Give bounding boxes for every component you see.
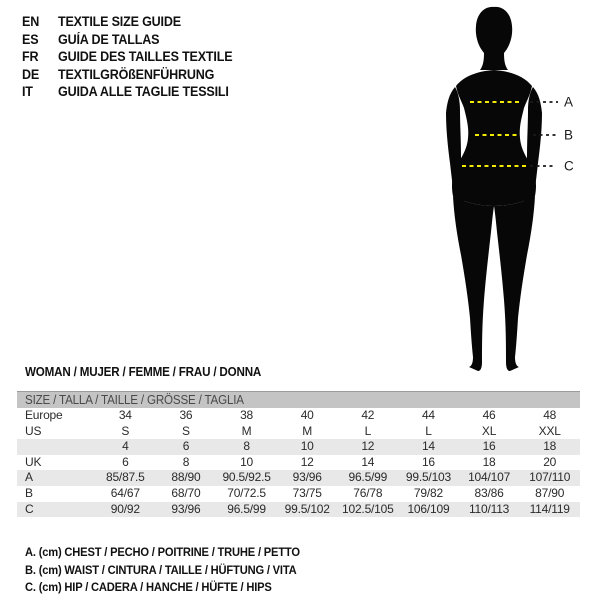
size-value: 12 xyxy=(361,439,375,454)
size-value: 36 xyxy=(179,408,193,422)
legend-line xyxy=(25,544,321,562)
table-row xyxy=(17,455,580,471)
size-value: 16 xyxy=(421,454,435,469)
size-value: 107/110 xyxy=(529,470,571,485)
size-value: 87/90 xyxy=(535,485,565,500)
size-value: XXL xyxy=(538,423,561,438)
size-value: 6 xyxy=(182,439,190,454)
measure-legend xyxy=(25,544,321,597)
size-value: 18 xyxy=(482,454,496,469)
size-value: 110/113 xyxy=(468,501,510,516)
size-value: 96.5/99 xyxy=(227,501,266,516)
language-row xyxy=(22,31,246,49)
size-value: XL xyxy=(481,423,497,438)
language-code xyxy=(22,49,58,64)
table-row xyxy=(17,424,580,440)
size-value: 46 xyxy=(482,408,496,422)
row-label: UK xyxy=(25,454,42,469)
size-value: 106/109 xyxy=(407,501,450,516)
size-value: 90.5/92.5 xyxy=(222,470,271,485)
size-value: 64/67 xyxy=(110,485,140,500)
language-code-text: FR xyxy=(22,49,39,65)
language-code-text: DE xyxy=(22,66,40,82)
size-value: 10 xyxy=(240,454,254,469)
size-value: 44 xyxy=(421,408,435,422)
group-title-text: WOMAN / MUJER / FEMME / FRAU / DONNA xyxy=(25,365,262,379)
language-code-text: EN xyxy=(22,14,40,30)
language-row xyxy=(22,13,246,31)
size-value: 34 xyxy=(118,408,132,422)
size-value: M xyxy=(302,423,313,438)
size-value: M xyxy=(241,423,252,438)
size-value: L xyxy=(364,423,372,438)
table-row xyxy=(17,502,580,518)
size-value: 88/90 xyxy=(171,470,201,485)
size-value: 40 xyxy=(300,408,314,422)
row-label: C xyxy=(25,501,34,516)
size-value: 14 xyxy=(421,439,435,454)
language-code xyxy=(22,32,58,47)
size-value: 104/107 xyxy=(468,470,511,485)
language-guide-title: TEXTILGRÖßENFÜHRUNG xyxy=(58,66,215,82)
size-value: 12 xyxy=(300,454,314,469)
size-value: 68/70 xyxy=(171,485,201,500)
size-value: 93/96 xyxy=(171,501,201,516)
row-label xyxy=(17,439,95,455)
table-row xyxy=(17,486,580,502)
size-table-rows xyxy=(17,408,580,517)
row-label: B xyxy=(25,485,33,500)
woman-silhouette-diagram xyxy=(430,0,600,380)
size-value: 85/87.5 xyxy=(105,470,145,485)
size-value: 99.5/103 xyxy=(405,470,451,485)
group-title xyxy=(25,365,279,379)
size-value: S xyxy=(121,423,130,438)
size-value: 90/92 xyxy=(110,501,140,516)
size-figure xyxy=(430,0,600,380)
size-value: 83/86 xyxy=(474,485,504,500)
language-guide-title: TEXTILE SIZE GUIDE xyxy=(58,14,181,30)
size-value: 8 xyxy=(182,454,190,469)
measure-label-c: C xyxy=(564,158,574,174)
size-value: 73/75 xyxy=(292,485,322,500)
language-code-text: ES xyxy=(22,31,39,47)
size-value: 4 xyxy=(122,439,129,454)
size-value: L xyxy=(425,423,432,438)
row-label: A xyxy=(25,470,33,485)
language-code-text: IT xyxy=(22,84,33,100)
language-code xyxy=(22,14,58,29)
size-value: 14 xyxy=(361,454,375,469)
language-row xyxy=(22,48,246,66)
size-value: 76/78 xyxy=(353,485,383,500)
measure-label-b: B xyxy=(564,127,574,143)
size-table xyxy=(17,391,580,517)
table-row xyxy=(17,408,580,424)
size-value: 42 xyxy=(361,408,375,422)
size-table-header xyxy=(17,391,580,408)
size-table-header-text: SIZE / TALLA / TAILLE / GRÖSSE / TAGLIA xyxy=(25,393,244,407)
size-value: 48 xyxy=(543,408,557,422)
row-label: US xyxy=(25,423,42,438)
woman-silhouette xyxy=(446,7,542,371)
legend-line-text: B. (cm) WAIST / CINTURA / TAILLE / HÜFTUNG / VITA xyxy=(25,562,297,577)
language-code xyxy=(22,67,58,82)
language-list xyxy=(22,13,246,101)
size-value: 79/82 xyxy=(413,485,443,500)
legend-line xyxy=(25,562,321,580)
language-guide-title: GUÍA DE TALLAS xyxy=(58,31,160,47)
row-label: Europe xyxy=(25,408,63,422)
language-guide-title: GUIDE DES TAILLES TEXTILE xyxy=(58,49,233,65)
size-value: 8 xyxy=(243,439,250,454)
size-value: 96.5/99 xyxy=(348,470,388,485)
legend-line xyxy=(25,579,321,597)
size-value: 6 xyxy=(122,454,129,469)
language-row xyxy=(22,66,246,84)
size-value: 93/96 xyxy=(292,470,322,485)
size-value: 70/72.5 xyxy=(227,485,266,500)
language-code xyxy=(22,84,58,99)
size-value: 16 xyxy=(482,439,496,454)
size-value: 38 xyxy=(240,408,254,422)
measure-label-a: A xyxy=(564,94,574,110)
language-row xyxy=(22,83,246,101)
size-value: 10 xyxy=(300,439,314,454)
size-value: 20 xyxy=(543,454,557,469)
language-guide-title: GUIDA ALLE TAGLIE TESSILI xyxy=(58,84,229,100)
table-row xyxy=(17,470,580,486)
legend-line-text: A. (cm) CHEST / PECHO / POITRINE / TRUHE / PETTO xyxy=(25,545,300,559)
size-value: 18 xyxy=(543,439,557,454)
size-value: S xyxy=(182,423,190,438)
size-value: 114/119 xyxy=(529,501,570,516)
size-value: 102.5/105 xyxy=(342,501,394,516)
legend-line-text: C. (cm) HIP / CADERA / HANCHE / HÜFTE / HIPS xyxy=(25,580,272,594)
table-row xyxy=(17,439,580,455)
size-value: 99.5/102 xyxy=(284,501,330,516)
